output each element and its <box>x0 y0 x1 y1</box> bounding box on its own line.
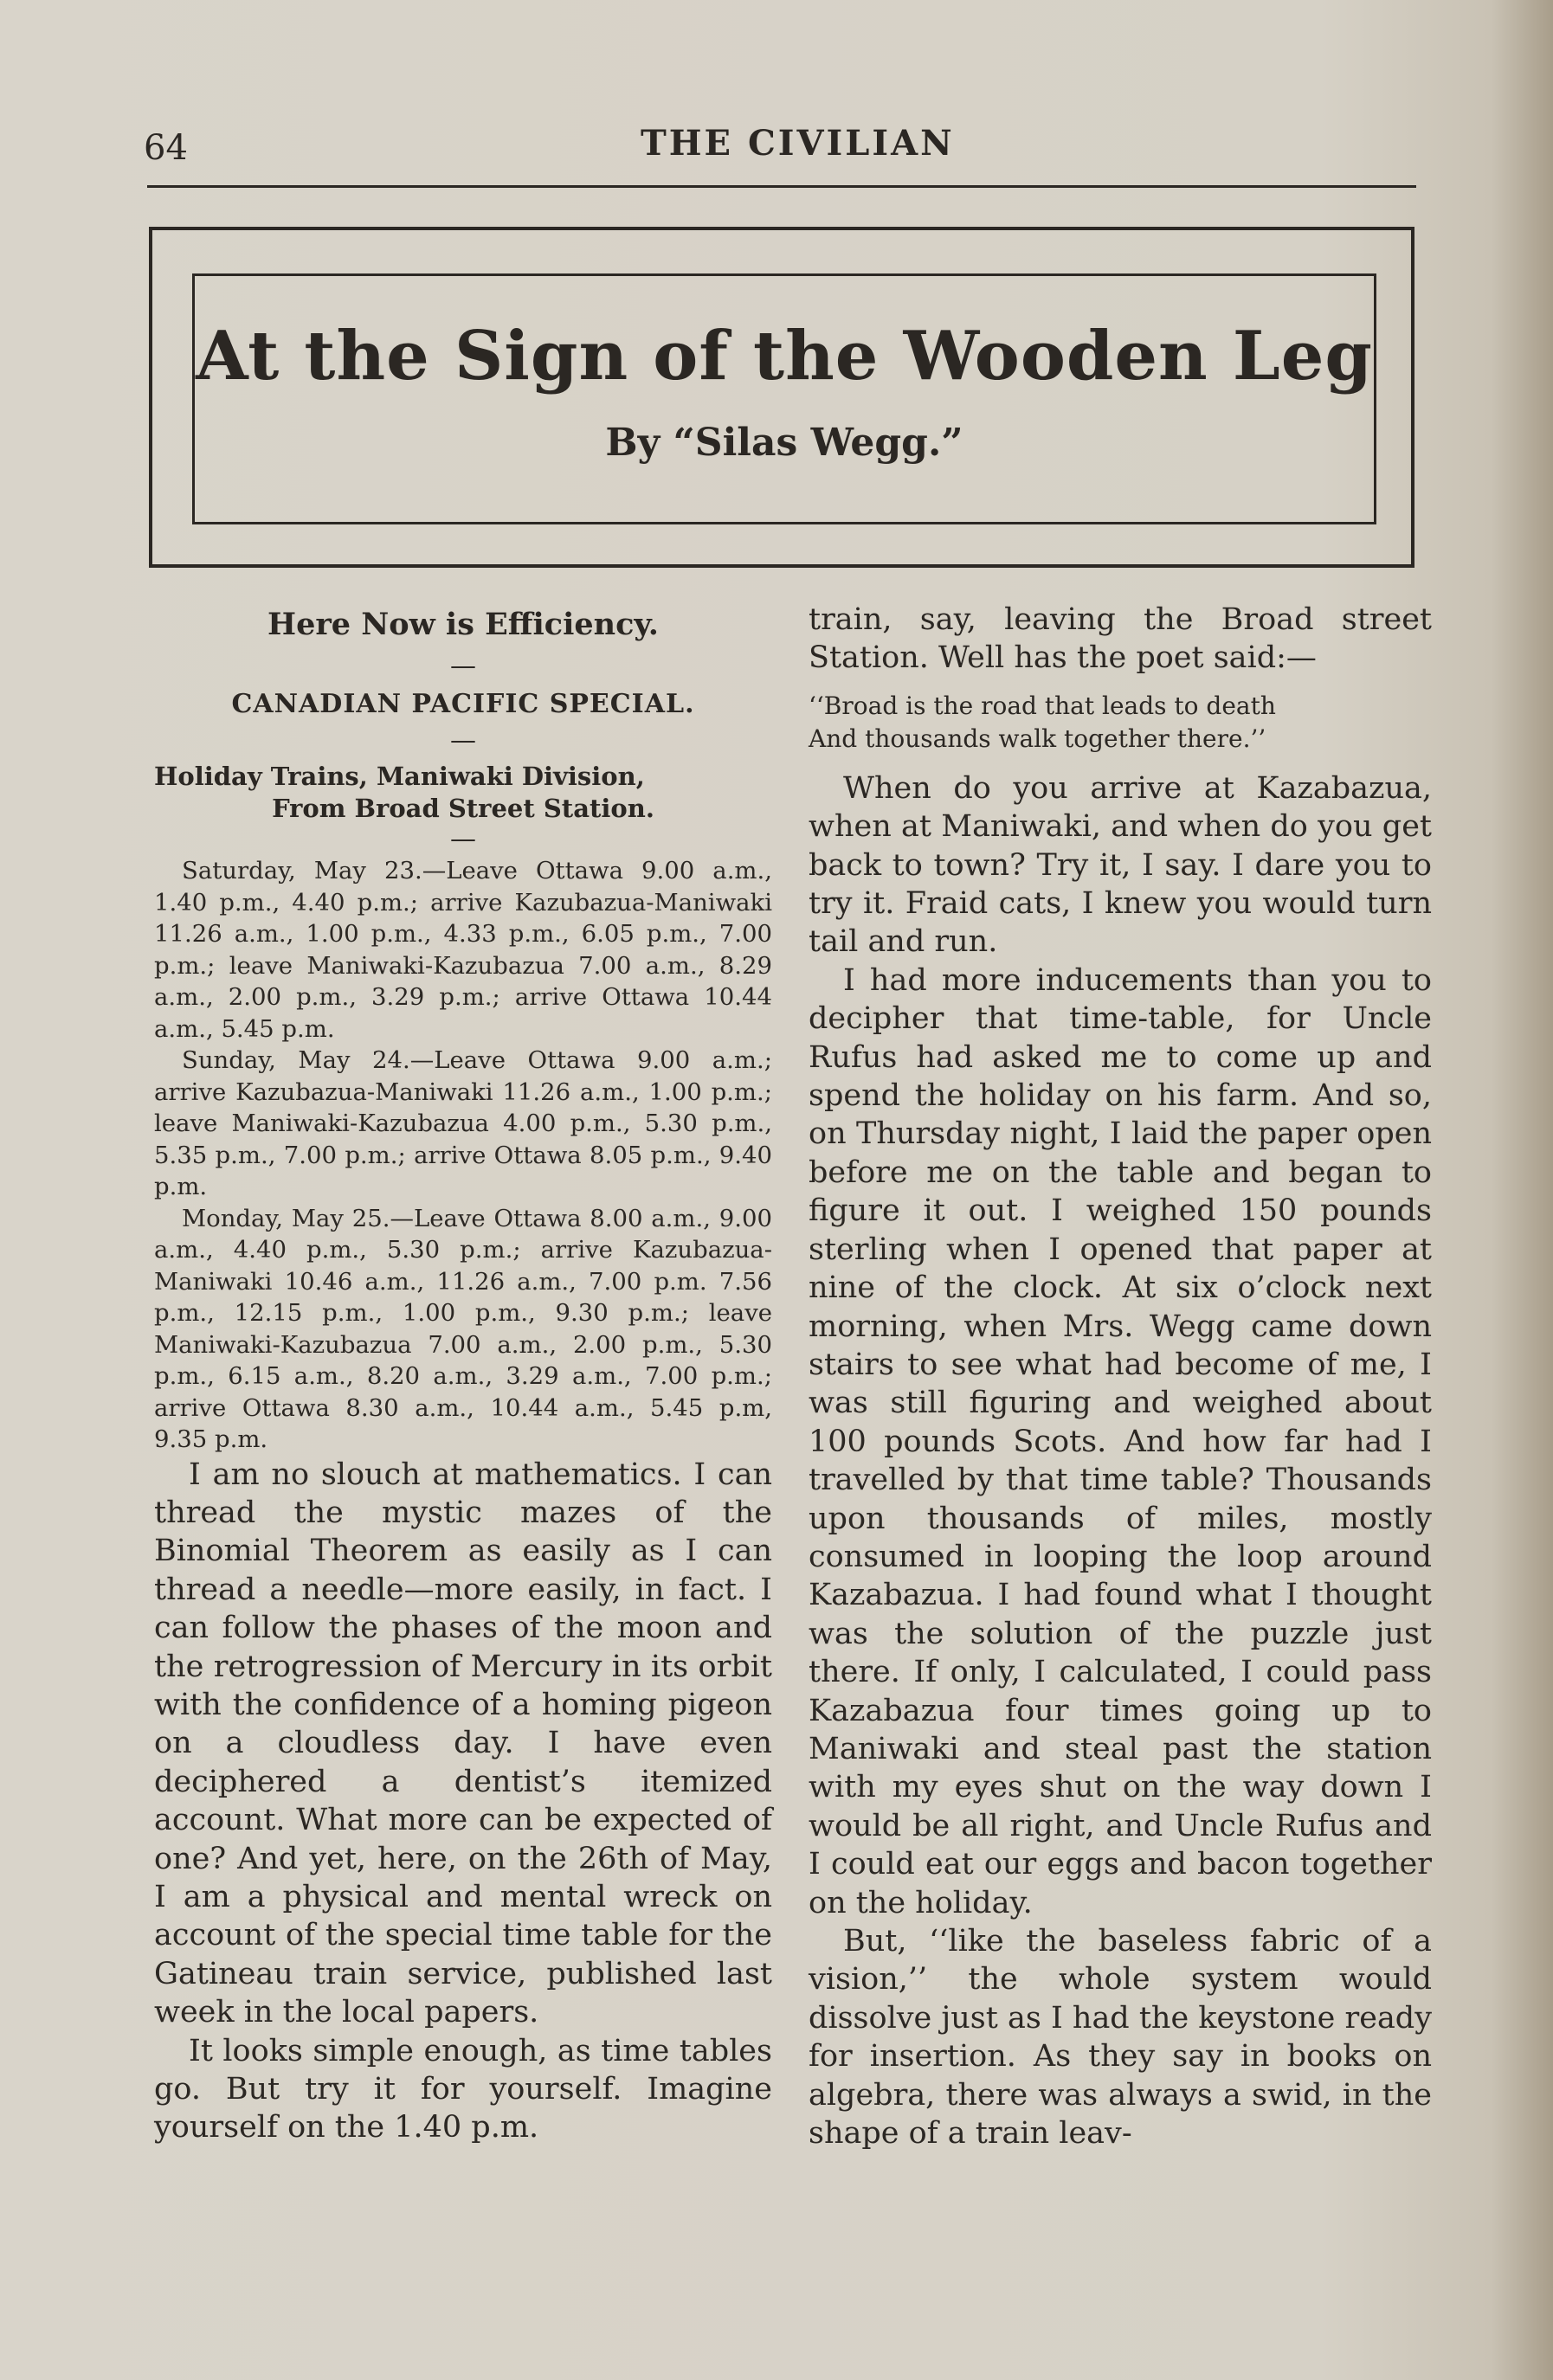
verse-line: And thousands walk together there.’’ <box>809 724 1266 753</box>
column-byline: By “Silas Wegg.” <box>605 421 963 465</box>
separator-dash: — <box>450 824 476 854</box>
body-paragraph: It looks simple enough, as time tables go. But try it for yourself. Imagine yourself on the 1.40 p.m. <box>154 2033 772 2145</box>
right-column <box>809 601 1432 2152</box>
running-title: THE CIVILIAN <box>641 123 955 164</box>
schedule-sunday: Sunday, May 24.—Leave Ottawa 9.00 a.m.; arrive Kazubazua-Maniwaki 11.26 a.m., 1.00 p.m.; leave Maniwaki-Kazubazua 4.00 p.m., 5.30 p.m., 5.35 p.m., 7.00 p.m.; arrive Ottawa 8.05 p.m., 9.40 p.m. <box>154 1046 772 1200</box>
page-number: 64 <box>144 128 188 168</box>
notice-line-1: Holiday Trains, Maniwaki Division, <box>154 762 645 791</box>
body-paragraph: I had more inducements than you to decipher that time-table, for Uncle Rufus had asked me to come up and spend the holiday on his farm. And so, on Thursday night, I laid the paper open before me on the table and began to figure it out. I weighed 150 pounds sterling when I opened that paper at nine of the clock. At six o’clock next morning, when Mrs. Wegg came down stairs to see what had become of me, I was still figuring and weighed about 100 pounds Scots. And how far had I travelled by that time table? Thousands upon thousands of miles, mostly consumed in looping the loop around Kazabazua. I had found what I thought was the solution of the puzzle just there. If only, I calculated, I could pass Kazabazua four times going up to Maniwaki and steal past the station with my eyes shut on the way down I would be all right, and Uncle Rufus and I could eat our eggs and bacon together on the holiday. <box>809 962 1432 1920</box>
article-subheading: CANADIAN PACIFIC SPECIAL. <box>231 689 695 719</box>
body-paragraph: When do you arrive at Kazabazua, when at Maniwaki, and when do you get back to town? Try it, I say. I dare you to try it. Fraid cats, I knew you would turn tail and run. <box>809 770 1432 960</box>
column-title: At the Sign of the Wooden Leg <box>196 317 1373 396</box>
verse-quote <box>809 690 1432 756</box>
schedule-saturday: Saturday, May 23.—Leave Ottawa 9.00 a.m., 1.40 p.m., 4.40 p.m.; arrive Kazubazua-Maniwaki 11.26 a.m., 1.00 p.m., 4.33 p.m., 6.05 p.m., 7.00 p.m.; leave Maniwaki-Kazubazua 7.00 a.m., 8.29 a.m., 2.00 p.m., 3.29 p.m.; arrive Ottawa 10.44 a.m., 5.45 p.m. <box>154 857 772 1043</box>
body-paragraph: But, ‘‘like the baseless fabric of a vision,’’ the whole system would dissolve just as I had the keystone ready for insertion. As they say in books on algebra, there was always a swid, in the shape of a train leav- <box>809 1924 1432 2152</box>
header-rule <box>147 185 1416 188</box>
title-frame-inner <box>192 273 1376 524</box>
left-column <box>154 604 772 2147</box>
article-heading: Here Now is Efficiency. <box>267 607 659 642</box>
separator-dash: — <box>450 725 476 756</box>
separator-dash: — <box>450 651 476 681</box>
body-paragraph-continued: train, say, leaving the Broad street Station. Well has the poet said:— <box>809 602 1432 676</box>
body-paragraph: I am no slouch at mathematics. I can thread the mystic mazes of the Binomial Theorem as easily as I can thread a needle—more easily, in fact. I can follow the phases of the moon and the retrogression of Mercury in its orbit with the confidence of a homing pigeon on a cloudless day. I have even deciphered a dentist’s itemized account. What more can be expected of one? And yet, here, on the 26th of May, I am a physical and mental wreck on account of the special time table for the Gatineau train service, published last week in the local papers. <box>154 1457 772 2030</box>
verse-line: ‘‘Broad is the road that leads to death <box>809 691 1276 720</box>
schedule-monday: Monday, May 25.—Leave Ottawa 8.00 a.m., 9.00 a.m., 4.40 p.m., 5.30 p.m.; arrive Kazubazua-Maniwaki 10.46 a.m., 11.26 a.m., 7.00 p.m. 7.56 p.m., 12.15 p.m., 1.00 p.m., 9.30 p.m.; leave Maniwaki-Kazubazua 7.00 a.m., 2.00 p.m., 5.30 p.m., 6.15 a.m., 8.20 a.m., 3.29 a.m., 7.00 p.m.; arrive Ottawa 8.30 a.m., 10.44 a.m., 5.45 p.m, 9.35 p.m. <box>154 1204 772 1453</box>
notice-line-2: From Broad Street Station. <box>272 794 654 823</box>
